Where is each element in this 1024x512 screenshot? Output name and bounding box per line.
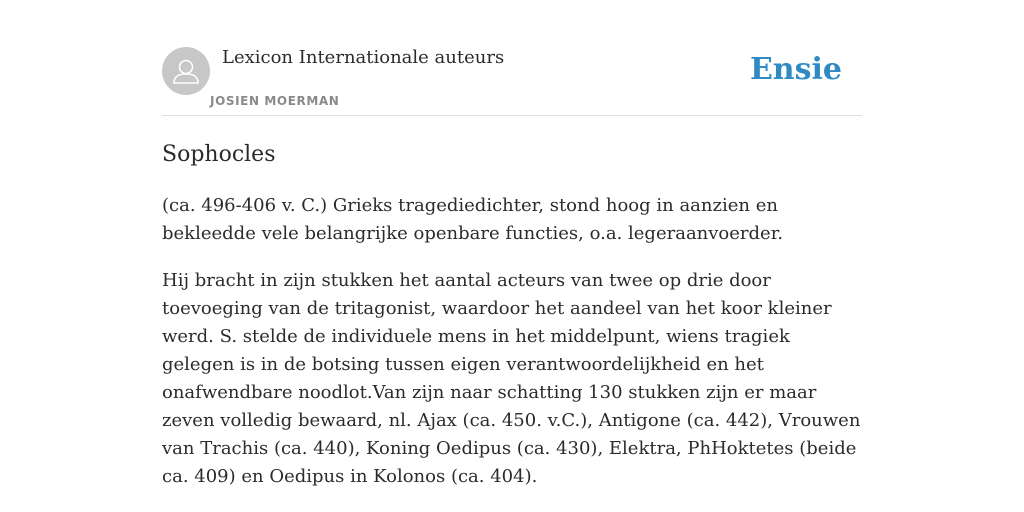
entry-title: Sophocles [162, 142, 276, 167]
entry-body [162, 192, 862, 510]
site-logo[interactable]: Ensie [749, 52, 842, 87]
entry-paragraph: Hij bracht in zijn stukken het aantal acteurs van twee op drie door toevoeging van de tritagonist, waardoor het aandeel van het koor kleiner werd. S. stelde de individuele mens in het middelpunt, wiens tragiek gelegen is in de botsing tussen eigen verantwoordelijkheid en het onafwendbare noodlot.Van zijn naar schatting 130 stukken zijn er maar zeven volledig bewaard, nl. Ajax (ca. 450. v.C.), Antigone (ca. 442), Vrouwen van Trachis (ca. 440), Koning Oedipus (ca. 430), Elektra, PhHoktetes (beide ca. 409) en Oedipus in Kolonos (ca. 404). [162, 270, 861, 487]
entry-paragraph: (ca. 496-406 v. C.) Grieks tragediedichter, stond hoog in aanzien en bekleedde vele belangrijke openbare functies, o.a. legeraanvoerder. [162, 195, 784, 244]
header [162, 0, 862, 116]
avatar[interactable] [162, 47, 210, 95]
page [162, 0, 862, 512]
source-title[interactable]: Lexicon Internationale auteurs [222, 47, 505, 68]
author-name[interactable]: JOSIEN MOERMAN [210, 94, 340, 108]
user-silhouette-icon [162, 47, 210, 95]
